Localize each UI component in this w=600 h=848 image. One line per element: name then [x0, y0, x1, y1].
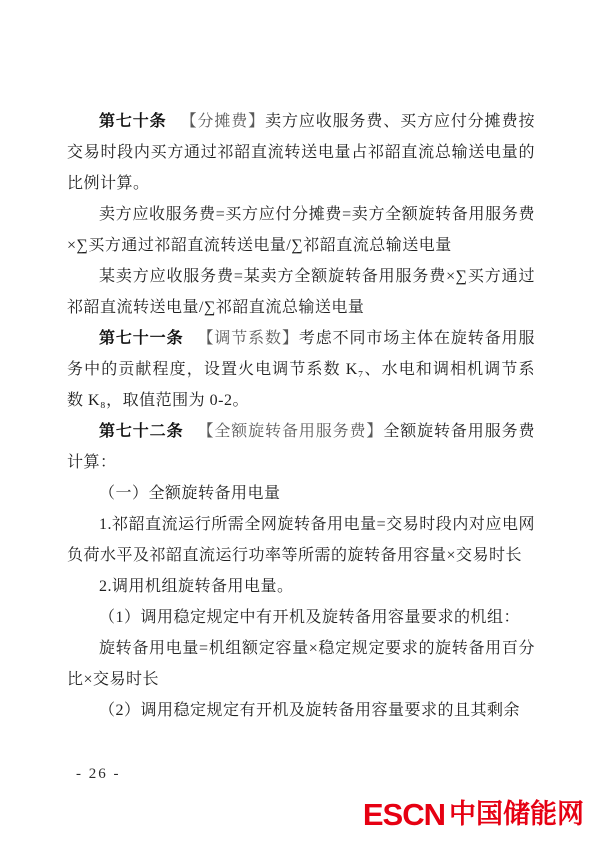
article-72-number: 第七十二条	[99, 423, 184, 440]
paragraph-article-72	[67, 416, 535, 478]
paragraph-formula-spinning-reserve	[67, 633, 535, 695]
paragraph-text: 2.调用机组旋转备用电量。	[99, 578, 294, 595]
page-number: - 26 -	[76, 766, 121, 782]
paragraph-article-71	[67, 323, 535, 416]
paragraph-text: 某卖方应收服务费=某卖方全额旋转备用服务费×∑买方通过祁韶直流转送电量/∑祁韶直流总输送电量	[67, 268, 535, 316]
paragraph-text: 考虑不同市场主体在旋转备用服务中的贡献程度，设置火电调节系数 K₇、水电和调相机调节系数 K₈，取值范围为 0-2。	[67, 330, 535, 409]
article-71-number: 第七十一条	[99, 330, 184, 347]
escn-logo-chinese-text: 中国储能网	[449, 799, 584, 829]
paragraph-subpoint-2	[67, 695, 535, 726]
paragraph-item-one	[67, 478, 535, 509]
paragraph-text: （2）调用稳定规定有开机及旋转备用容量要求的且其剩余	[99, 702, 521, 719]
escn-logo	[363, 799, 584, 830]
paragraph-text: （1）调用稳定规定中有开机及旋转备用容量要求的机组：	[99, 609, 521, 626]
paragraph-article-70	[67, 106, 535, 199]
article-71-title: 【调节系数】	[197, 330, 299, 347]
article-70-number: 第七十条	[99, 113, 167, 130]
escn-logo-latin-text: ESCN	[362, 797, 445, 832]
paragraph-text: 卖方应收服务费=买方应付分摊费=卖方全额旋转备用服务费×∑买方通过祁韶直流转送电量/∑祁韶直流总输送电量	[67, 206, 535, 254]
paragraph-subpoint-1	[67, 602, 535, 633]
paragraph-text: 全额旋转备用服务费计算：	[67, 423, 535, 471]
paragraph-text: 1.祁韶直流运行所需全网旋转备用电量=交易时段内对应电网负荷水平及祁韶直流运行功率等所需的旋转备用容量×交易时长	[67, 516, 535, 564]
document-body	[67, 106, 535, 726]
paragraph-text: 卖方应收服务费、买方应付分摊费按交易时段内买方通过祁韶直流转送电量占祁韶直流总输送电量的比例计算。	[67, 113, 535, 192]
article-72-title: 【全额旋转备用服务费】	[197, 423, 384, 440]
paragraph-point-2	[67, 571, 535, 602]
paragraph-text: 旋转备用电量=机组额定容量×稳定规定要求的旋转备用百分比×交易时长	[67, 640, 535, 688]
paragraph-formula-seller-fee	[67, 199, 535, 261]
paragraph-point-1	[67, 509, 535, 571]
article-70-title: 【分摊费】	[180, 113, 266, 130]
paragraph-text: （一）全额旋转备用电量	[99, 485, 281, 502]
paragraph-formula-specific-seller-fee	[67, 261, 535, 323]
